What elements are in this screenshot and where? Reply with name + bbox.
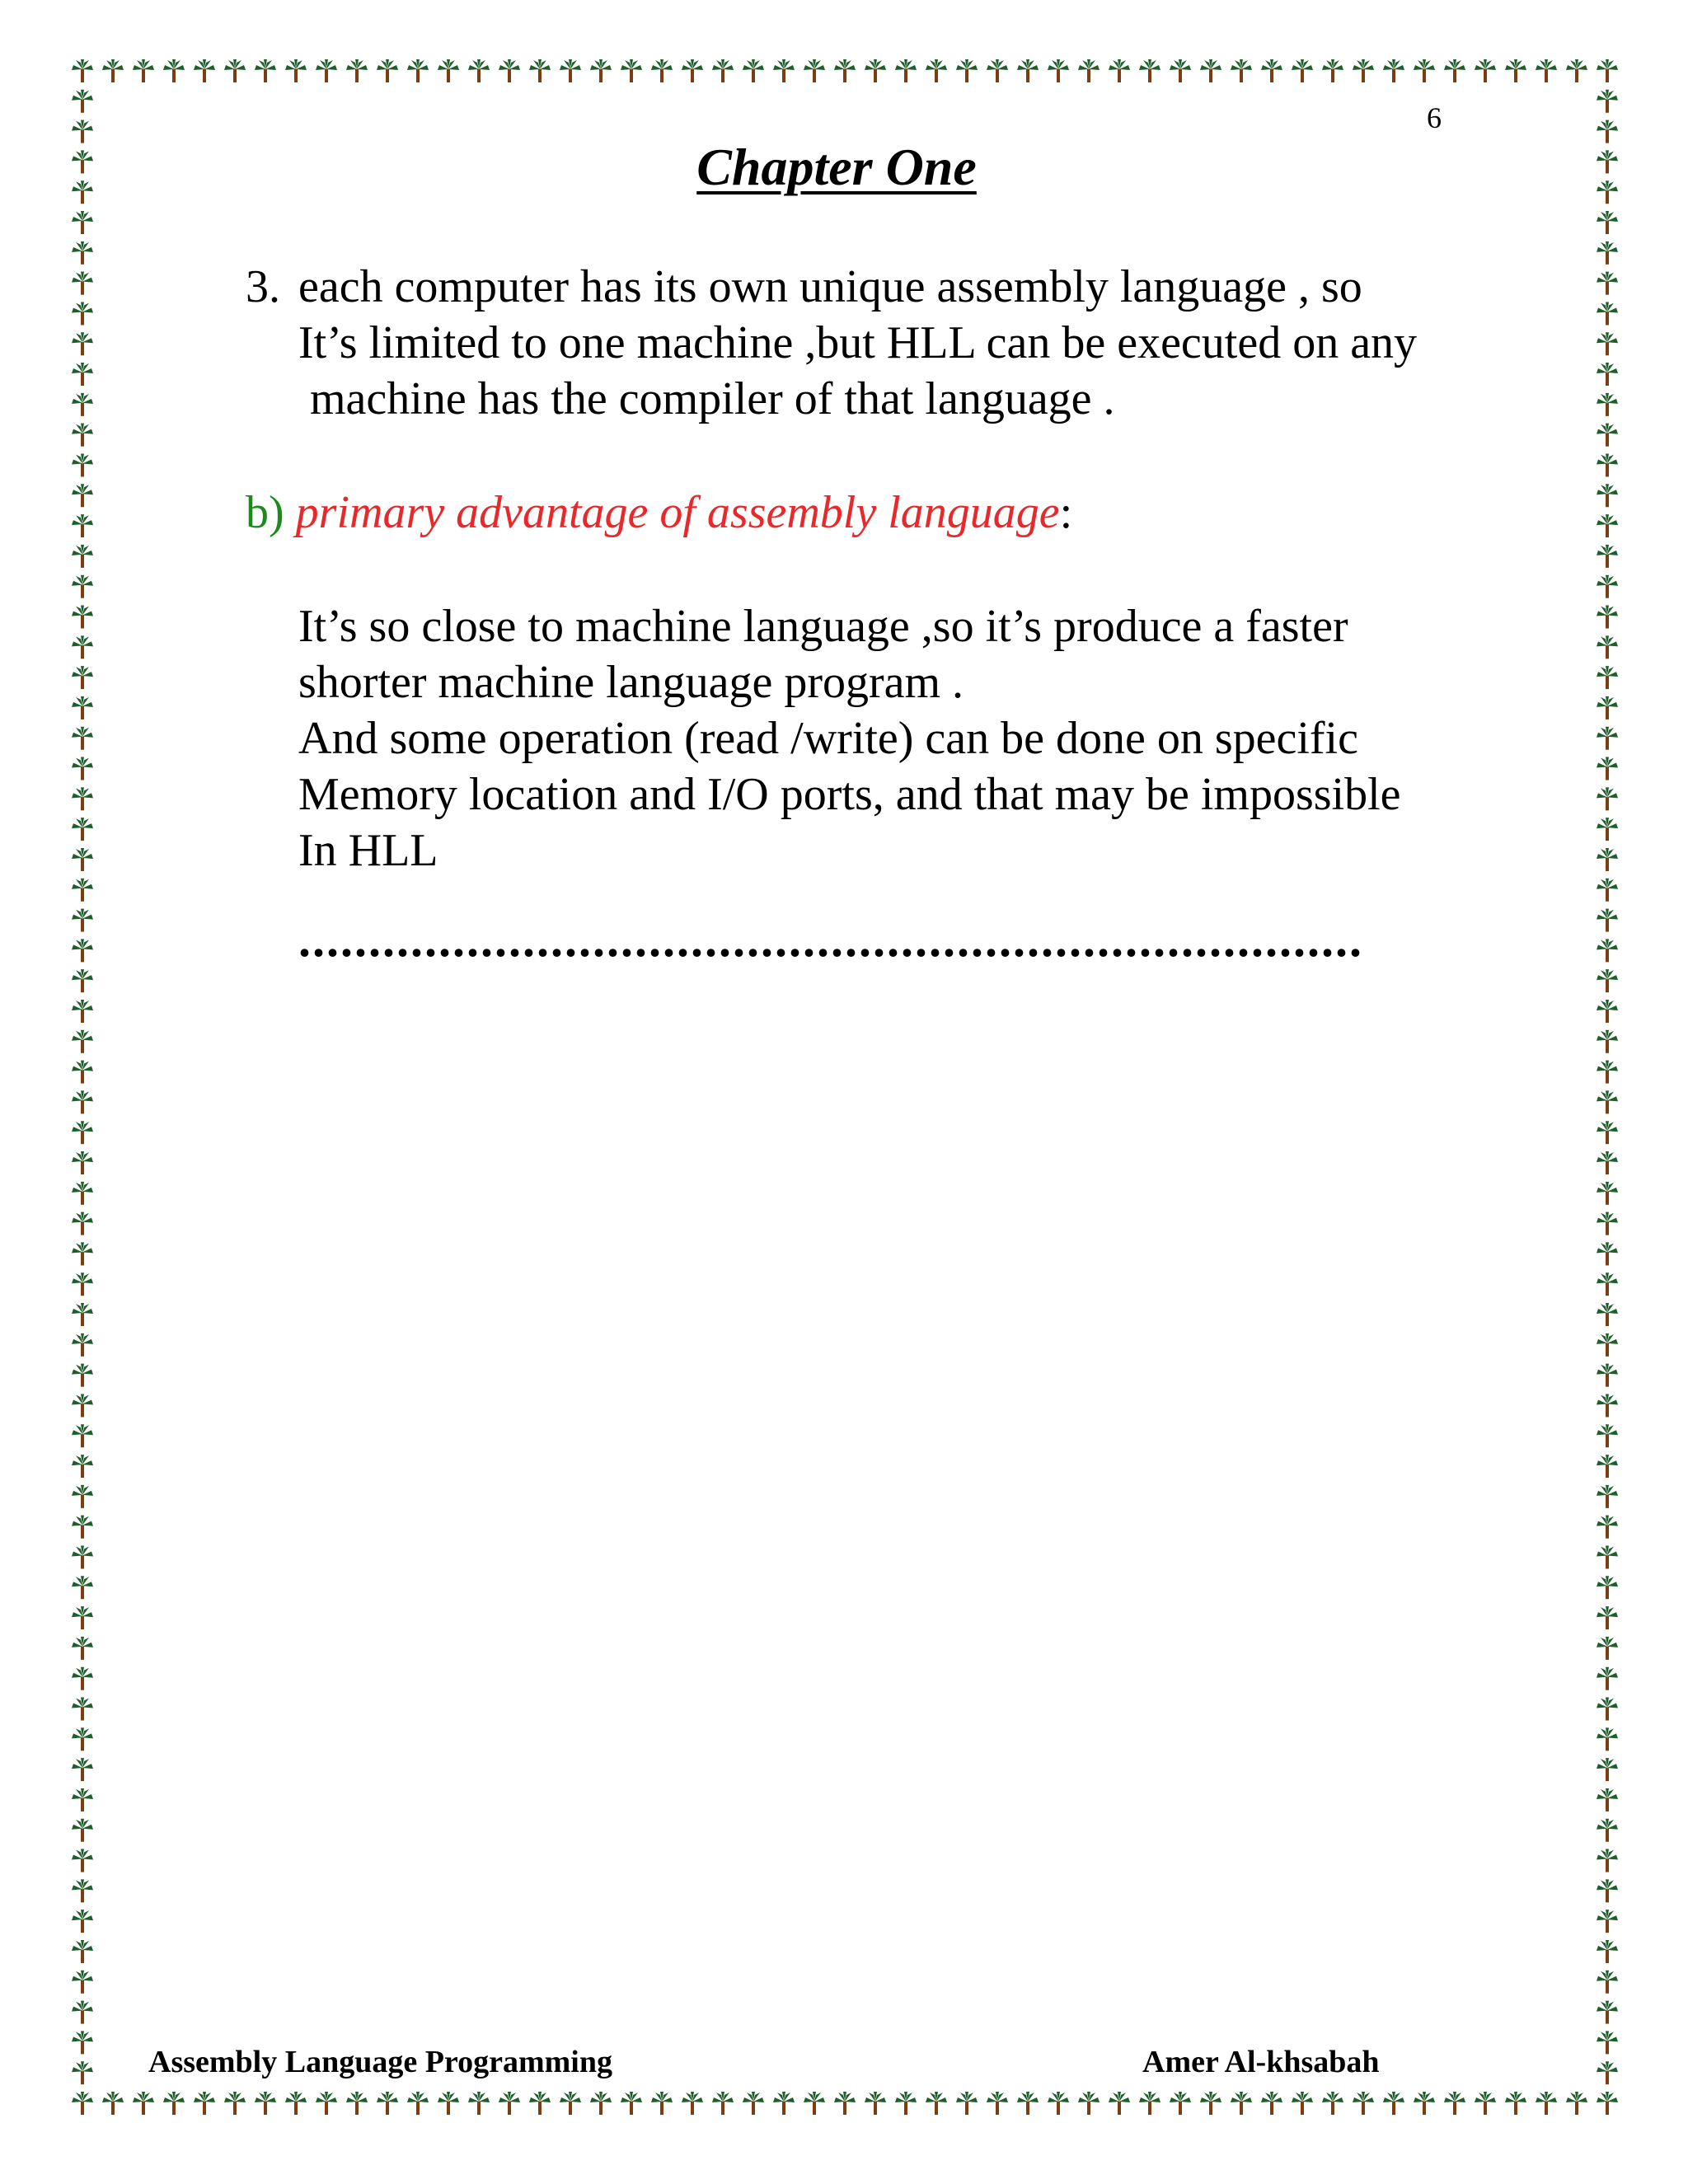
chapter-title: Chapter One xyxy=(696,138,977,196)
palm-tree-icon xyxy=(1597,1910,1618,1933)
palm-tree-icon xyxy=(346,59,368,82)
palm-tree-icon xyxy=(1597,909,1618,932)
palm-tree-icon xyxy=(1597,1030,1618,1053)
palm-tree-icon xyxy=(1383,2092,1404,2115)
palm-tree-icon xyxy=(1261,59,1282,82)
palm-tree-icon xyxy=(1597,59,1618,82)
palm-tree-icon xyxy=(285,59,307,82)
palm-tree-icon xyxy=(133,59,154,82)
palm-tree-icon xyxy=(1597,2061,1618,2084)
palm-tree-icon xyxy=(1597,1485,1618,1508)
palm-tree-icon xyxy=(1597,1698,1618,1721)
palm-tree-icon xyxy=(1017,59,1039,82)
footer-author: Amer Al-khsabah xyxy=(1142,2045,1380,2079)
palm-tree-icon xyxy=(1597,1545,1618,1568)
palm-tree-icon xyxy=(1475,59,1496,82)
palm-tree-icon xyxy=(72,1485,93,1508)
palm-tree-icon xyxy=(956,59,978,82)
palm-tree-icon xyxy=(72,1940,93,1963)
palm-tree-icon xyxy=(1597,757,1618,780)
palm-tree-icon xyxy=(1139,59,1160,82)
palm-tree-icon xyxy=(1292,59,1313,82)
palm-tree-icon xyxy=(1322,2092,1343,2115)
palm-tree-icon xyxy=(1170,59,1191,82)
palm-tree-icon xyxy=(1597,1879,1618,1902)
palm-tree-icon xyxy=(1536,59,1557,82)
palm-tree-icon xyxy=(72,1182,93,1205)
palm-tree-icon xyxy=(72,1576,93,1599)
palm-tree-icon xyxy=(1597,90,1618,113)
palm-tree-icon xyxy=(1414,59,1435,82)
palm-tree-icon xyxy=(1597,393,1618,416)
palm-tree-icon xyxy=(651,59,673,82)
palm-tree-icon xyxy=(1109,2092,1130,2115)
palm-tree-icon xyxy=(407,2092,429,2115)
palm-tree-icon xyxy=(72,1394,93,1417)
section-b-line-5: In HLL xyxy=(298,825,438,876)
palm-tree-icon xyxy=(72,787,93,810)
palm-tree-icon xyxy=(72,484,93,507)
palm-tree-icon xyxy=(72,2092,93,2115)
palm-tree-icon xyxy=(316,59,337,82)
page-number: 6 xyxy=(1427,101,1442,134)
palm-tree-icon xyxy=(1597,666,1618,689)
palm-tree-icon xyxy=(72,939,93,962)
palm-tree-icon xyxy=(468,59,490,82)
palm-tree-icon xyxy=(1597,879,1618,902)
palm-tree-icon xyxy=(72,969,93,992)
palm-tree-icon xyxy=(72,1151,93,1174)
palm-tree-icon xyxy=(72,332,93,355)
palm-tree-icon xyxy=(1597,1364,1618,1387)
palm-tree-icon xyxy=(1566,2092,1587,2115)
palm-tree-icon xyxy=(72,1606,93,1629)
palm-tree-icon xyxy=(895,59,917,82)
dotted-separator: ............................................................................ xyxy=(298,912,1363,967)
palm-tree-icon xyxy=(1505,59,1526,82)
palm-tree-icon xyxy=(560,2092,581,2115)
palm-tree-icon xyxy=(163,59,185,82)
palm-tree-icon xyxy=(468,2092,490,2115)
palm-tree-icon xyxy=(1505,2092,1526,2115)
palm-tree-icon xyxy=(72,1698,93,1721)
palm-tree-icon xyxy=(72,363,93,386)
palm-tree-icon xyxy=(1597,332,1618,355)
palm-tree-icon xyxy=(72,1545,93,1568)
palm-tree-icon xyxy=(72,1788,93,1811)
palm-tree-icon xyxy=(1444,59,1465,82)
palm-tree-icon xyxy=(1597,1516,1618,1539)
palm-tree-icon xyxy=(1597,453,1618,476)
footer-title: Assembly Language Programming xyxy=(148,2045,612,2079)
palm-tree-icon xyxy=(804,59,825,82)
palm-tree-icon xyxy=(72,424,93,447)
palm-tree-icon xyxy=(72,1242,93,1265)
palm-tree-icon xyxy=(133,2092,154,2115)
palm-tree-icon xyxy=(72,1637,93,1660)
palm-tree-icon xyxy=(72,393,93,416)
palm-tree-icon xyxy=(1597,363,1618,386)
palm-tree-icon xyxy=(926,2092,947,2115)
palm-tree-icon xyxy=(72,90,93,113)
palm-tree-icon xyxy=(1597,606,1618,629)
palm-tree-icon xyxy=(102,2092,124,2115)
palm-tree-icon xyxy=(1078,2092,1100,2115)
palm-tree-icon xyxy=(1597,272,1618,295)
item3-line-2: It’s limited to one machine ,but HLL can be executed on any xyxy=(298,317,1418,368)
palm-tree-icon xyxy=(987,2092,1008,2115)
palm-tree-icon xyxy=(1597,514,1618,537)
palm-tree-icon xyxy=(72,909,93,932)
palm-tree-icon xyxy=(1597,727,1618,750)
palm-tree-icon xyxy=(72,1121,93,1144)
palm-tree-icon xyxy=(72,2031,93,2054)
section-heading-colon: : xyxy=(1059,487,1073,538)
palm-tree-icon xyxy=(1414,2092,1435,2115)
palm-tree-icon xyxy=(1597,1637,1618,1660)
palm-tree-icon xyxy=(1597,1758,1618,1781)
palm-tree-icon xyxy=(1597,1272,1618,1296)
palm-tree-icon xyxy=(560,59,581,82)
palm-tree-icon xyxy=(1597,635,1618,658)
palm-tree-icon xyxy=(834,2092,856,2115)
palm-tree-icon xyxy=(72,1727,93,1750)
palm-tree-icon xyxy=(377,59,398,82)
palm-tree-icon xyxy=(956,2092,978,2115)
palm-tree-icon xyxy=(1597,818,1618,841)
palm-tree-icon xyxy=(1597,2092,1618,2115)
palm-tree-icon xyxy=(834,59,856,82)
palm-tree-icon xyxy=(72,1424,93,1447)
palm-tree-icon xyxy=(72,514,93,537)
palm-tree-icon xyxy=(1597,2001,1618,2024)
palm-tree-icon xyxy=(72,59,93,82)
palm-tree-icon xyxy=(72,727,93,750)
palm-tree-icon xyxy=(1597,545,1618,568)
palm-tree-icon xyxy=(1597,1819,1618,1842)
palm-tree-icon xyxy=(1597,1849,1618,1872)
palm-tree-icon xyxy=(743,2092,764,2115)
palm-tree-icon xyxy=(72,696,93,719)
palm-tree-icon xyxy=(72,848,93,871)
palm-tree-icon xyxy=(255,59,276,82)
palm-tree-icon xyxy=(1597,1000,1618,1023)
palm-tree-icon xyxy=(1597,1303,1618,1326)
palm-tree-icon xyxy=(72,606,93,629)
palm-tree-icon xyxy=(1353,59,1374,82)
palm-tree-icon xyxy=(102,59,124,82)
palm-tree-icon xyxy=(224,59,246,82)
palm-tree-icon xyxy=(651,2092,673,2115)
palm-tree-icon xyxy=(1597,1394,1618,1417)
palm-tree-icon xyxy=(590,59,612,82)
palm-tree-icon xyxy=(72,1030,93,1053)
palm-tree-icon xyxy=(1597,1182,1618,1205)
section-heading-text: primary advantage of assembly language xyxy=(295,487,1060,538)
palm-tree-icon xyxy=(621,59,642,82)
palm-tree-icon xyxy=(72,1303,93,1326)
palm-tree-icon xyxy=(1597,696,1618,719)
palm-tree-icon xyxy=(72,1819,93,1842)
palm-tree-icon xyxy=(590,2092,612,2115)
palm-tree-icon xyxy=(1597,1424,1618,1447)
palm-tree-icon xyxy=(1597,1151,1618,1174)
palm-tree-icon xyxy=(1597,2031,1618,2054)
palm-tree-icon xyxy=(72,1516,93,1539)
palm-tree-icon xyxy=(407,59,429,82)
palm-tree-icon xyxy=(1200,2092,1221,2115)
palm-tree-icon xyxy=(1353,2092,1374,2115)
palm-tree-icon xyxy=(1597,787,1618,810)
palm-tree-icon xyxy=(72,879,93,902)
palm-tree-icon xyxy=(1597,211,1618,234)
section-label: b) xyxy=(246,487,284,538)
section-b-line-2: shorter machine language program . xyxy=(298,657,964,708)
palm-tree-icon xyxy=(1597,1212,1618,1235)
palm-tree-icon xyxy=(682,2092,703,2115)
palm-tree-icon xyxy=(163,2092,185,2115)
palm-tree-icon xyxy=(72,1971,93,1994)
palm-tree-icon xyxy=(194,2092,215,2115)
palm-tree-icon xyxy=(987,59,1008,82)
item3-line-1: each computer has its own unique assembly language , so xyxy=(298,261,1362,312)
palm-tree-icon xyxy=(895,2092,917,2115)
palm-tree-icon xyxy=(72,302,93,325)
palm-tree-icon xyxy=(72,1879,93,1902)
palm-tree-icon xyxy=(804,2092,825,2115)
palm-tree-icon xyxy=(72,272,93,295)
palm-tree-icon xyxy=(72,1000,93,1023)
palm-tree-icon xyxy=(1597,1971,1618,1994)
palm-tree-icon xyxy=(926,59,947,82)
palm-tree-icon xyxy=(1597,1242,1618,1265)
palm-tree-icon xyxy=(1597,1667,1618,1690)
palm-tree-icon xyxy=(1597,241,1618,265)
palm-tree-icon xyxy=(72,818,93,841)
palm-tree-icon xyxy=(224,2092,246,2115)
palm-tree-icon xyxy=(72,2001,93,2024)
palm-tree-icon xyxy=(194,59,215,82)
palm-tree-icon xyxy=(72,2061,93,2084)
palm-tree-icon xyxy=(712,59,734,82)
palm-tree-icon xyxy=(316,2092,337,2115)
palm-tree-icon xyxy=(1597,1121,1618,1144)
palm-tree-icon xyxy=(865,2092,886,2115)
palm-tree-icon xyxy=(1322,59,1343,82)
palm-tree-icon xyxy=(1261,2092,1282,2115)
palm-tree-icon xyxy=(72,1272,93,1296)
palm-tree-icon xyxy=(773,59,795,82)
palm-tree-icon xyxy=(773,2092,795,2115)
palm-tree-icon xyxy=(621,2092,642,2115)
palm-tree-icon xyxy=(1444,2092,1465,2115)
palm-tree-icon xyxy=(499,59,520,82)
section-b-line-3: And some operation (read /write) can be done on specific xyxy=(298,713,1358,764)
palm-tree-icon xyxy=(1536,2092,1557,2115)
palm-tree-icon xyxy=(712,2092,734,2115)
palm-tree-icon xyxy=(1597,424,1618,447)
section-b-heading xyxy=(246,485,1072,541)
palm-tree-icon xyxy=(1048,59,1069,82)
palm-tree-icon xyxy=(682,59,703,82)
palm-tree-icon xyxy=(1597,1061,1618,1084)
palm-tree-icon xyxy=(1109,59,1130,82)
palm-tree-icon xyxy=(72,666,93,689)
palm-tree-icon xyxy=(1597,575,1618,598)
palm-tree-icon xyxy=(743,59,764,82)
palm-tree-icon xyxy=(1078,59,1100,82)
palm-tree-icon xyxy=(865,59,886,82)
palm-tree-icon xyxy=(1292,2092,1313,2115)
palm-tree-icon xyxy=(72,453,93,476)
palm-tree-icon xyxy=(1139,2092,1160,2115)
palm-tree-icon xyxy=(285,2092,307,2115)
palm-tree-icon xyxy=(72,1061,93,1084)
palm-tree-icon xyxy=(72,1212,93,1235)
palm-tree-icon xyxy=(72,635,93,658)
palm-tree-icon xyxy=(72,575,93,598)
palm-tree-icon xyxy=(72,1364,93,1387)
palm-tree-icon xyxy=(255,2092,276,2115)
item-number: 3. xyxy=(246,261,280,312)
palm-tree-icon xyxy=(1170,2092,1191,2115)
palm-tree-icon xyxy=(72,545,93,568)
palm-tree-icon xyxy=(72,1090,93,1113)
palm-tree-icon xyxy=(1048,2092,1069,2115)
palm-tree-icon xyxy=(1383,59,1404,82)
palm-tree-icon xyxy=(1200,59,1221,82)
palm-tree-icon xyxy=(1597,1333,1618,1357)
palm-tree-icon xyxy=(499,2092,520,2115)
palm-tree-icon xyxy=(1231,2092,1252,2115)
palm-tree-icon xyxy=(1597,1788,1618,1811)
palm-tree-icon xyxy=(1597,1606,1618,1629)
palm-tree-icon xyxy=(1597,1090,1618,1113)
item3-line-3: machine has the compiler of that language . xyxy=(310,373,1115,424)
palm-tree-icon xyxy=(1597,848,1618,871)
palm-tree-icon xyxy=(377,2092,398,2115)
palm-tree-icon xyxy=(346,2092,368,2115)
palm-tree-icon xyxy=(529,59,551,82)
palm-tree-icon xyxy=(72,1333,93,1357)
palm-tree-icon xyxy=(1597,1455,1618,1478)
palm-tree-icon xyxy=(72,211,93,234)
palm-tree-icon xyxy=(1231,59,1252,82)
palm-tree-icon xyxy=(1566,59,1587,82)
palm-tree-icon xyxy=(1475,2092,1496,2115)
palm-tree-icon xyxy=(1597,939,1618,962)
palm-tree-icon xyxy=(1597,302,1618,325)
section-b-line-1: It’s so close to machine language ,so it’s produce a faster xyxy=(298,601,1348,652)
palm-tree-icon xyxy=(438,2092,459,2115)
palm-tree-icon xyxy=(1017,2092,1039,2115)
palm-tree-icon xyxy=(1597,1940,1618,1963)
palm-tree-icon xyxy=(72,1758,93,1781)
palm-tree-icon xyxy=(72,1910,93,1933)
palm-tree-icon xyxy=(1597,1727,1618,1750)
palm-tree-icon xyxy=(438,59,459,82)
palm-tree-icon xyxy=(72,1849,93,1872)
palm-tree-icon xyxy=(1597,1576,1618,1599)
palm-tree-icon xyxy=(72,1667,93,1690)
palm-tree-icon xyxy=(72,757,93,780)
palm-tree-icon xyxy=(72,241,93,265)
section-b-line-4: Memory location and I/O ports, and that may be impossible xyxy=(298,769,1401,820)
palm-tree-icon xyxy=(1597,969,1618,992)
palm-tree-icon xyxy=(529,2092,551,2115)
palm-tree-icon xyxy=(1597,484,1618,507)
palm-tree-icon xyxy=(72,1455,93,1478)
